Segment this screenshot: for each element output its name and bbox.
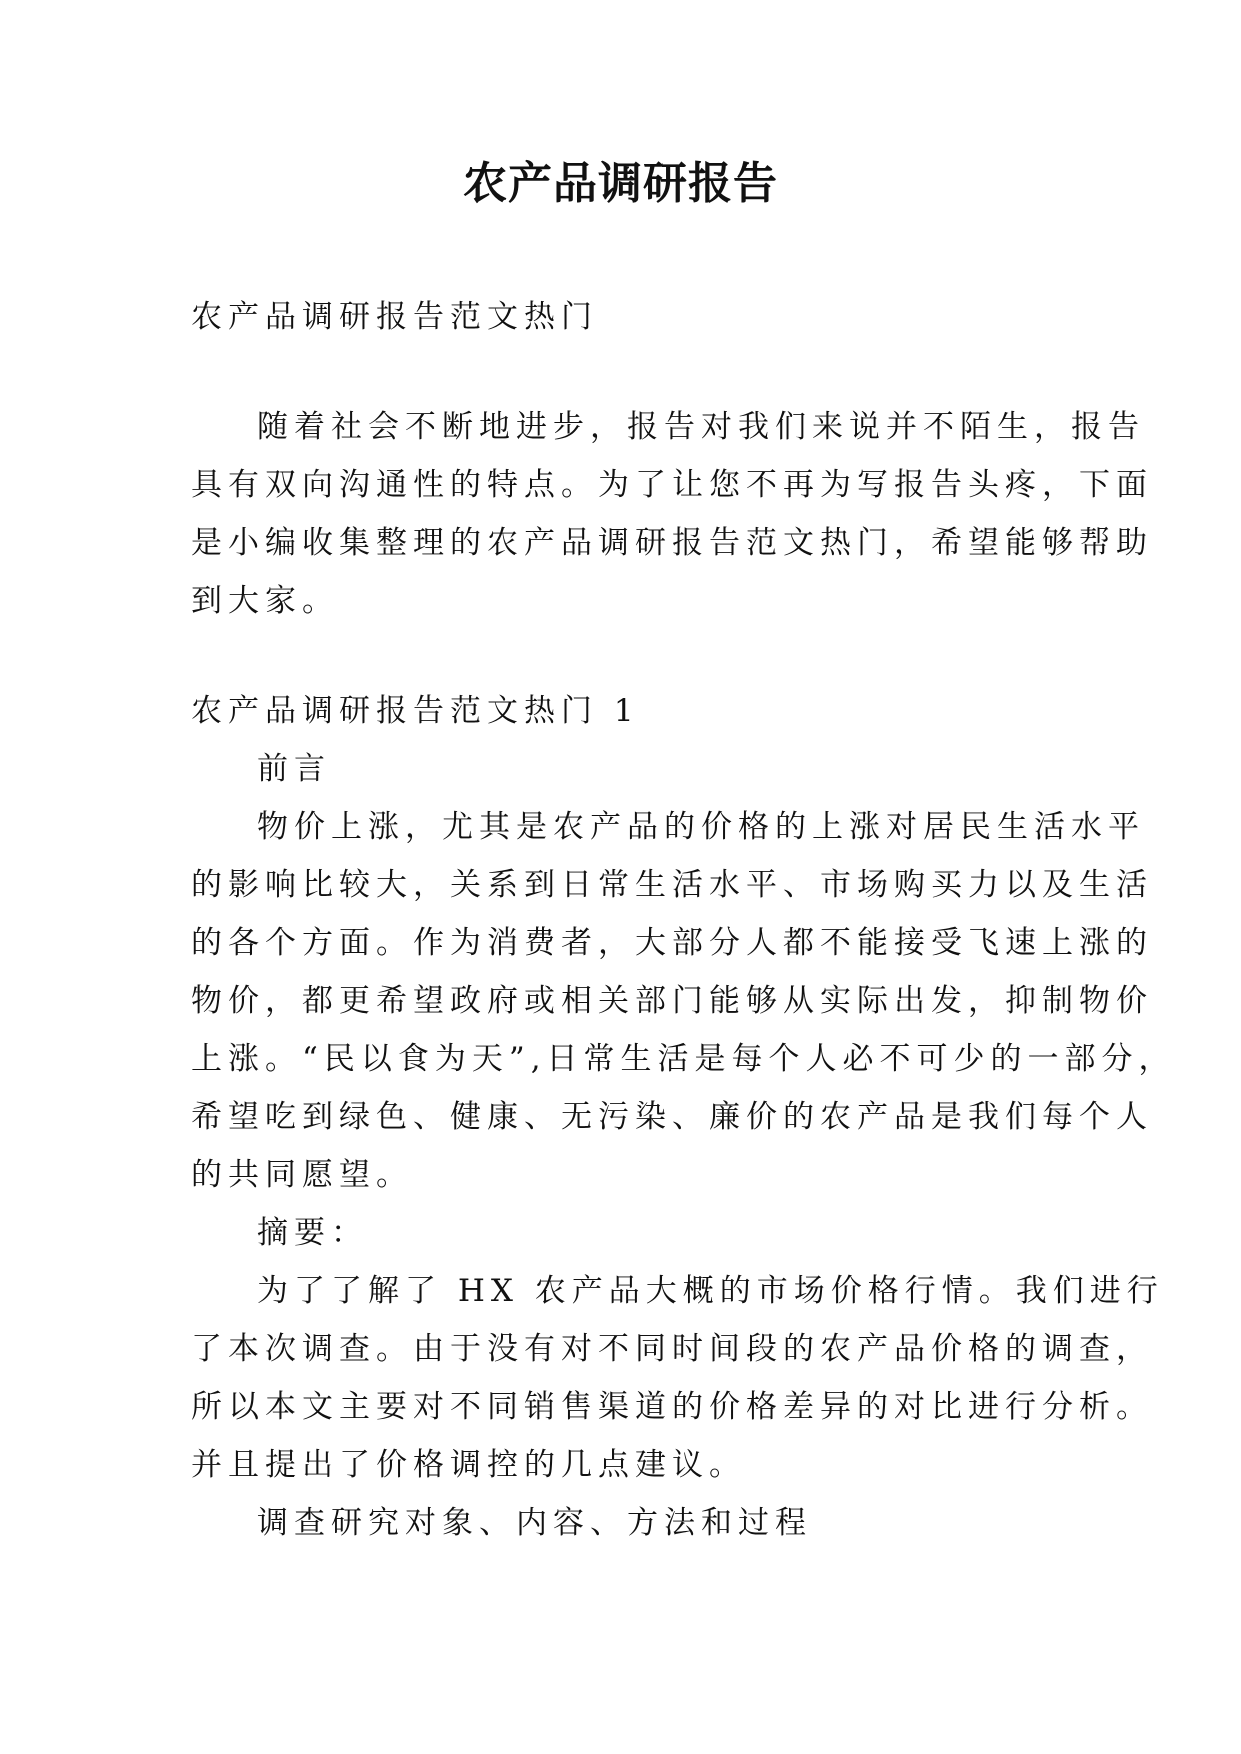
preface-line: 的影响比较大，关系到日常生活水平、市场购买力以及生活 xyxy=(191,867,1153,903)
preface-line: 希望吃到绿色、健康、无污染、廉价的农产品是我们每个人 xyxy=(191,1099,1153,1135)
preface-line: 物价，都更希望政府或相关部门能够从实际出发，抑制物价 xyxy=(191,983,1153,1019)
intro-line: 随着社会不断地进步，报告对我们来说并不陌生，报告 xyxy=(257,409,1145,445)
document-body xyxy=(191,288,1176,1552)
preface-line: 物价上涨，尤其是农产品的价格的上涨对居民生活水平 xyxy=(257,809,1145,845)
intro-line: 是小编收集整理的农产品调研报告范文热门，希望能够帮助 xyxy=(191,525,1153,561)
abstract-heading: 摘要： xyxy=(257,1215,368,1251)
preface-line: 上涨。“民以食为天”,日常生活是每个人必不可少的一部分， xyxy=(191,1041,1176,1077)
section-heading: 农产品调研报告范文热门 1 xyxy=(191,693,640,729)
intro-line: 具有双向沟通性的特点。为了让您不再为写报告头疼，下面 xyxy=(191,467,1153,503)
section2-heading: 调查研究对象、内容、方法和过程 xyxy=(257,1505,812,1541)
document-title: 农产品调研报告 xyxy=(463,158,778,209)
abstract-line: 所以本文主要对不同销售渠道的价格差异的对比进行分析。 xyxy=(191,1389,1153,1425)
intro-line: 到大家。 xyxy=(191,583,339,619)
paragraph-spacer xyxy=(191,346,1071,398)
document-subtitle: 农产品调研报告范文热门 xyxy=(191,299,598,335)
preface-line: 的各个方面。作为消费者，大部分人都不能接受飞速上涨的 xyxy=(191,925,1153,961)
abstract-line: 并且提出了价格调控的几点建议。 xyxy=(191,1447,746,1483)
preface-line: 的共同愿望。 xyxy=(191,1157,413,1193)
abstract-line: 为了了解了 HX 农产品大概的市场价格行情。我们进行 xyxy=(257,1273,1164,1309)
paragraph-spacer xyxy=(191,630,1071,682)
abstract-line: 了本次调查。由于没有对不同时间段的农产品价格的调查， xyxy=(191,1331,1153,1367)
preface-heading: 前言 xyxy=(257,751,331,787)
